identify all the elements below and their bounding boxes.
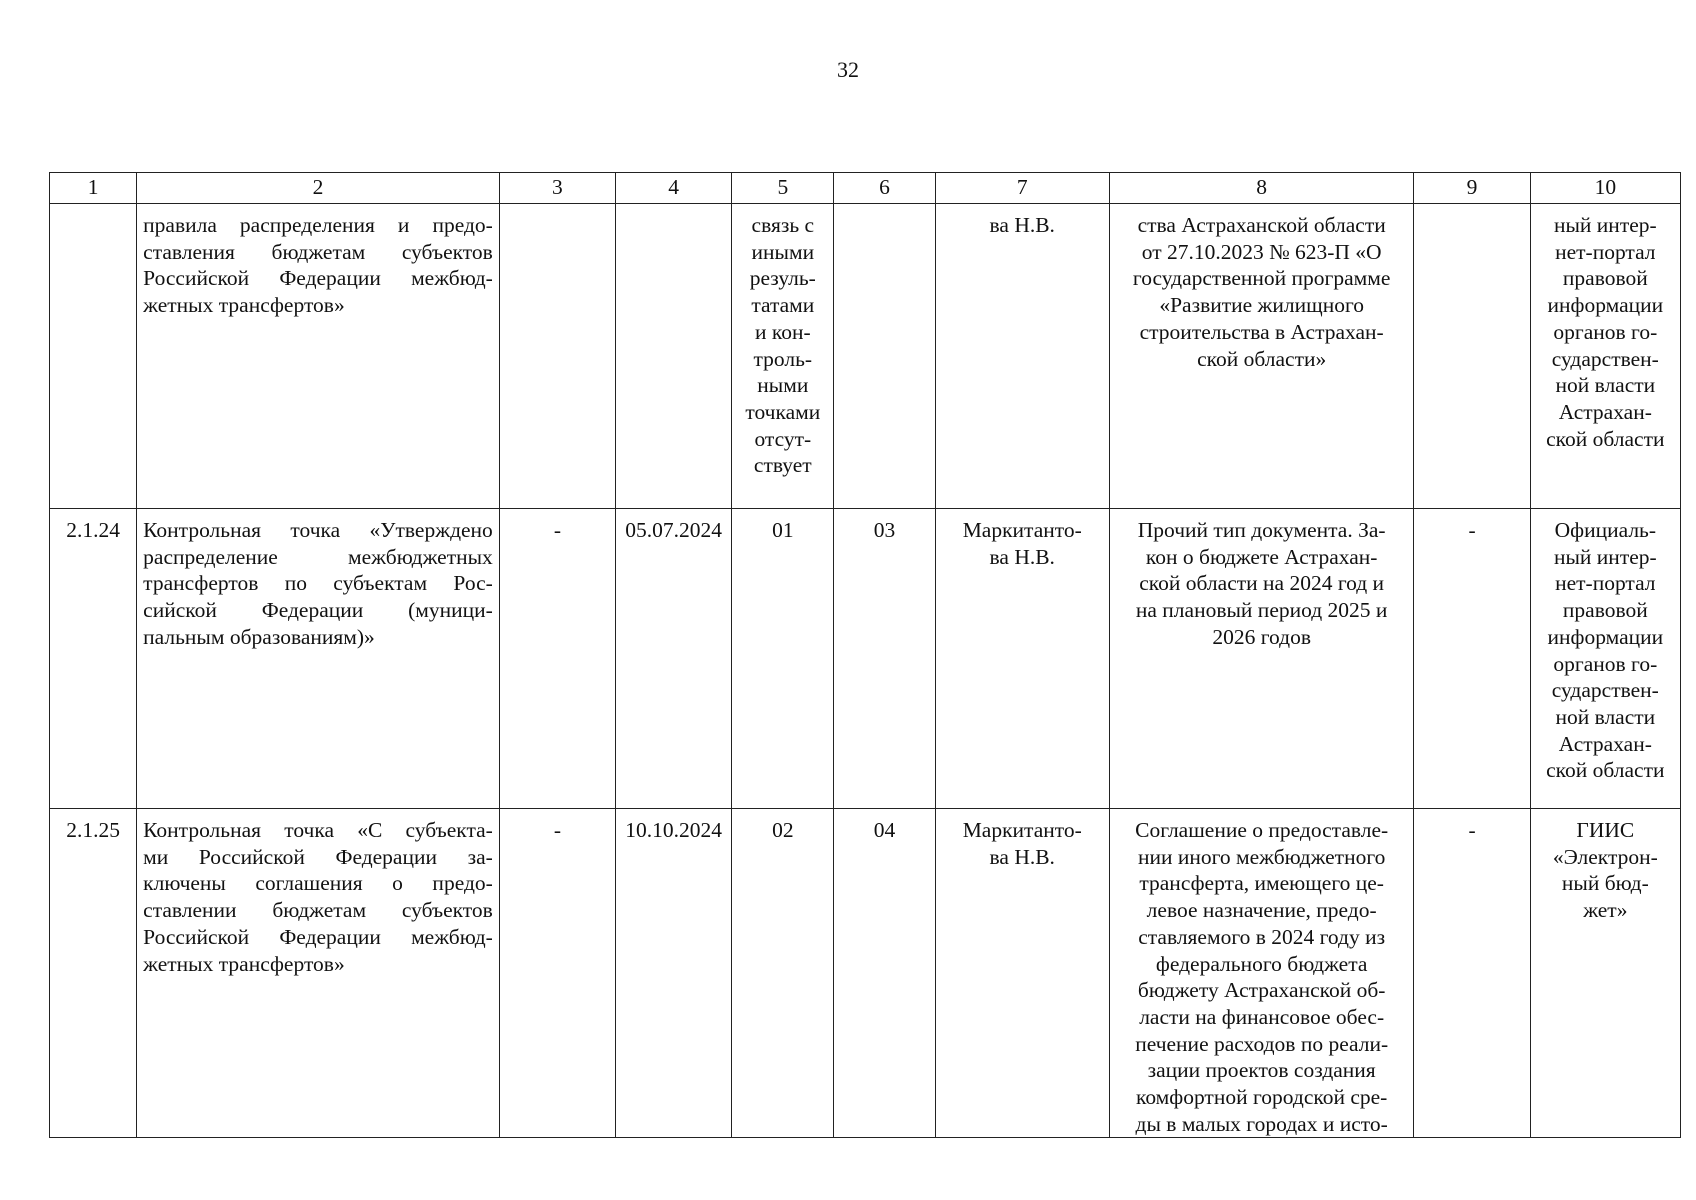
- cell-document-line: комфортной городской сре-: [1135, 1085, 1388, 1110]
- cell-col6: [834, 204, 935, 509]
- cell-responsible-line: ва Н.В.: [989, 544, 1055, 569]
- column-number-5: 5: [732, 173, 834, 204]
- cell-source-line: органов го-: [1553, 319, 1658, 344]
- cell-source-line: ный бюд-: [1561, 871, 1649, 896]
- cell-document-line: трансферта, имеющего це-: [1139, 871, 1384, 896]
- description-line: ми Российской Федерации за-: [143, 844, 493, 869]
- cell-document-line: кон о бюджете Астрахан-: [1145, 544, 1378, 569]
- cell-document-line: 2026 годов: [1212, 624, 1311, 649]
- cell-col5-line: связь с: [751, 213, 815, 237]
- column-number-1: 1: [50, 173, 137, 204]
- cell-source-line: ской области: [1546, 758, 1665, 783]
- cell-description: [137, 509, 500, 809]
- cell-col5-line: татами: [751, 293, 815, 318]
- cell-description: [137, 204, 500, 509]
- cell-col5-line: 01: [772, 518, 794, 542]
- cell-col5-line: точками: [745, 399, 821, 424]
- cell-source: [1530, 204, 1680, 509]
- cell-source-line: правовой: [1562, 266, 1648, 291]
- cell-responsible: [935, 204, 1109, 509]
- table-row: [50, 509, 1681, 809]
- cell-col5-line: резуль-: [749, 266, 816, 291]
- cell-document-line: ставляемого в 2024 году из: [1138, 924, 1386, 949]
- document-table: [49, 172, 1681, 1138]
- cell-source-line: информации: [1547, 293, 1664, 318]
- cell-document: [1109, 809, 1414, 1138]
- cell-document-line: ды в малых городах и исто-: [1135, 1111, 1388, 1136]
- cell-source-line: нет-портал: [1555, 571, 1656, 596]
- cell-source-line: сударствен-: [1551, 678, 1659, 703]
- column-number-6: 6: [834, 173, 935, 204]
- cell-source-line: ГИИС: [1576, 818, 1635, 842]
- cell-col9: -: [1414, 509, 1530, 809]
- cell-responsible: [935, 509, 1109, 809]
- cell-document-line: ства Астраханской области: [1137, 213, 1386, 237]
- page-number: 32: [837, 57, 859, 82]
- cell-document-line: Соглашение о предоставле-: [1135, 818, 1389, 842]
- cell-responsible-line: Маркитанто-: [962, 518, 1082, 542]
- cell-date: 05.07.2024: [616, 509, 732, 809]
- description-line: Российской Федерации межбюд-: [143, 266, 493, 291]
- cell-col5-line: иными: [751, 239, 815, 264]
- cell-number: 2.1.25: [50, 809, 137, 1138]
- cell-col3: [499, 204, 615, 509]
- description-line: правила распределения и предо-: [143, 213, 493, 237]
- description-line: пальным образованиям)»: [143, 624, 375, 649]
- cell-col9: -: [1414, 809, 1530, 1138]
- description-line: жетных трансфертов»: [143, 293, 345, 318]
- cell-source-line: органов го-: [1553, 651, 1658, 676]
- cell-document-line: левое назначение, предо-: [1146, 898, 1377, 923]
- cell-source-line: нет-портал: [1555, 239, 1656, 264]
- column-number-10: 10: [1530, 173, 1680, 204]
- description-line: Контрольная точка «С субъекта-: [143, 818, 493, 842]
- description-line: распределение межбюджетных: [143, 544, 493, 569]
- cell-col3: -: [499, 509, 615, 809]
- cell-source: [1530, 509, 1680, 809]
- cell-document: [1109, 204, 1414, 509]
- cell-date: 10.10.2024: [616, 809, 732, 1138]
- cell-document-line: печение расходов по реали-: [1135, 1031, 1389, 1056]
- cell-source-line: жет»: [1583, 898, 1628, 923]
- description-line: ставления бюджетам субъектов: [143, 239, 493, 264]
- cell-number: 2.1.24: [50, 509, 137, 809]
- cell-col5-line: ствует: [753, 453, 812, 478]
- cell-document-line: ской области на 2024 год и: [1139, 571, 1385, 596]
- cell-document-line: от 27.10.2023 № 623-П «О: [1141, 239, 1382, 264]
- cell-col6: 04: [834, 809, 935, 1138]
- cell-date: [616, 204, 732, 509]
- cell-source: [1530, 809, 1680, 1138]
- cell-col5-line: отсут-: [754, 426, 812, 451]
- table-row: [50, 204, 1681, 509]
- cell-col5-line: и кон-: [754, 319, 811, 344]
- description-line: жетных трансфертов»: [143, 951, 345, 976]
- cell-document-line: строительства в Астрахан-: [1139, 319, 1384, 344]
- cell-col6: 03: [834, 509, 935, 809]
- column-number-3: 3: [499, 173, 615, 204]
- description-line: сийской Федерации (муници-: [143, 598, 493, 623]
- column-number-9: 9: [1414, 173, 1530, 204]
- cell-responsible: [935, 809, 1109, 1138]
- cell-document-line: нии иного межбюджетного: [1137, 844, 1386, 869]
- cell-source-line: ный интер-: [1553, 213, 1657, 237]
- column-number-8: 8: [1109, 173, 1414, 204]
- cell-responsible-line: ва Н.В.: [989, 213, 1055, 237]
- cell-source-line: ской области: [1546, 426, 1665, 451]
- cell-source-line: ной власти: [1555, 704, 1656, 729]
- cell-description: [137, 809, 500, 1138]
- column-number-7: 7: [935, 173, 1109, 204]
- cell-source-line: Астрахан-: [1558, 399, 1652, 424]
- cell-source-line: «Электрон-: [1552, 844, 1658, 869]
- cell-source-line: ной власти: [1555, 373, 1656, 398]
- cell-responsible-line: ва Н.В.: [989, 844, 1055, 869]
- cell-document-line: государственной программе: [1132, 266, 1391, 291]
- cell-col5: [732, 809, 834, 1138]
- cell-source-line: ный интер-: [1553, 544, 1657, 569]
- table-row: [50, 809, 1681, 1138]
- cell-document-line: на плановый период 2025 и: [1135, 598, 1388, 623]
- cell-document-line: ской области»: [1197, 346, 1327, 371]
- cell-document-line: федерального бюджета: [1155, 951, 1368, 976]
- description-line: ключены соглашения о предо-: [143, 871, 493, 896]
- column-number-2: 2: [137, 173, 500, 204]
- column-number-4: 4: [616, 173, 732, 204]
- cell-document-line: зации проектов создания: [1147, 1058, 1376, 1083]
- description-line: ставлении бюджетам субъектов: [143, 898, 493, 923]
- column-number-row: [50, 173, 1681, 204]
- cell-source-line: Официаль-: [1554, 518, 1657, 542]
- cell-col9: [1414, 204, 1530, 509]
- cell-col5-line: 02: [772, 818, 794, 842]
- cell-col5: [732, 509, 834, 809]
- cell-document-line: бюджету Астраханской об-: [1137, 978, 1386, 1003]
- description-line: Российской Федерации межбюд-: [143, 924, 493, 949]
- cell-source-line: сударствен-: [1551, 346, 1659, 371]
- cell-source-line: правовой: [1562, 598, 1648, 623]
- cell-col5: [732, 204, 834, 509]
- cell-document-line: Прочий тип документа. За-: [1137, 518, 1386, 542]
- description-line: трансфертов по субъектам Рос-: [143, 571, 493, 596]
- description-line: Контрольная точка «Утверждено: [143, 518, 493, 542]
- cell-document-line: «Развитие жилищного: [1159, 293, 1364, 318]
- cell-number: [50, 204, 137, 509]
- cell-col3: -: [499, 809, 615, 1138]
- cell-col5-line: троль-: [753, 346, 813, 371]
- cell-document: [1109, 509, 1414, 809]
- cell-source-line: Астрахан-: [1558, 731, 1652, 756]
- cell-responsible-line: Маркитанто-: [962, 818, 1082, 842]
- cell-source-line: информации: [1547, 624, 1664, 649]
- cell-col5-line: ными: [757, 373, 809, 398]
- cell-document-line: ласти на финансовое обес-: [1139, 1004, 1385, 1029]
